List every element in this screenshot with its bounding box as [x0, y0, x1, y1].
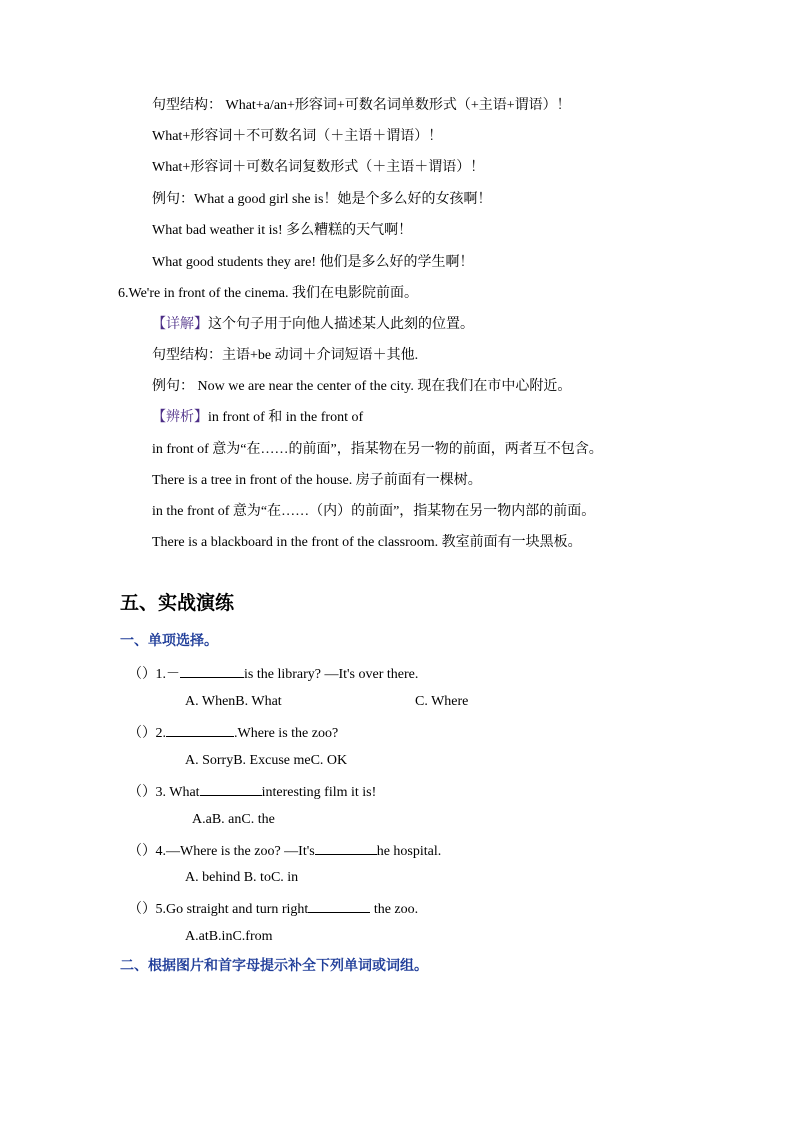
pattern-line-1: 句型结构： What+a/an+形容词+可数名词单数形式（+主语+谓语）！ [152, 98, 571, 113]
detail-line [152, 316, 474, 334]
inthefront-example: There is a blackboard in the front of the classroom. 教室前面有一块黑板。 [152, 535, 582, 550]
example-line-3: What good students they are! 他们是多么好的学生啊！ [152, 255, 474, 270]
infront-definition: in front of 意为“在……的前面”，指某物在另一物的前面，两者互不包含。 [152, 442, 603, 457]
question-5-post: the zoo. [370, 902, 419, 917]
question-1-pre: 1.－ [155, 667, 180, 682]
question-1-options-ab: A. WhenB. What [185, 694, 282, 709]
pattern-line-6: 句型结构：主语+be 动词＋介词短语＋其他. [152, 348, 419, 363]
part-2-title: 二、根据图片和首字母提示补全下列单词或词组。 [120, 958, 428, 974]
question-4-pre: 4.—Where is the zoo? —It's [155, 844, 315, 859]
question-3 [128, 781, 376, 802]
answer-blank[interactable] [180, 663, 244, 678]
question-1 [128, 663, 418, 684]
inthefront-definition: in the front of 意为“在……（内）的前面”，指某物在另一物内部的前面。 [152, 504, 596, 519]
answer-paren: （） [128, 785, 156, 800]
question-2-options: A. SorryB. Excuse meC. OK [185, 753, 348, 768]
answer-paren: （） [128, 844, 156, 859]
answer-blank[interactable] [308, 898, 370, 913]
analysis-tag: 【辨析】 [152, 410, 208, 425]
question-3-pre: 3. What [155, 785, 200, 800]
detail-text: 这个句子用于向他人描述某人此刻的位置。 [208, 317, 474, 332]
answer-paren: （） [128, 667, 156, 682]
question-2-post: .Where is the zoo? [234, 726, 339, 741]
answer-blank[interactable] [315, 840, 377, 855]
question-3-options: A.aB. anC. the [192, 812, 275, 827]
question-4-post: he hospital. [376, 844, 442, 859]
answer-blank[interactable] [200, 781, 262, 796]
question-4-options: A. behind B. toC. in [185, 870, 299, 885]
analysis-line [152, 409, 363, 427]
answer-paren: （） [128, 726, 156, 741]
question-5-pre: 5.Go straight and turn right [155, 902, 309, 917]
question-3-post: interesting film it is! [261, 785, 377, 800]
pattern-line-3: What+形容词＋可数名词复数形式（＋主语＋谓语）！ [152, 160, 485, 175]
question-2-pre: 2. [155, 726, 166, 741]
question-4 [128, 840, 441, 861]
answer-blank[interactable] [166, 722, 234, 737]
pattern-line-2: What+形容词＋不可数名词（＋主语＋谓语）！ [152, 129, 443, 144]
example-line-2: What bad weather it is! 多么糟糕的天气啊！ [152, 223, 413, 238]
question-5 [128, 898, 418, 919]
question-1-option-c: C. Where [415, 694, 469, 709]
item-6-heading: 6.We're in front of the cinema. 我们在电影院前面。 [118, 286, 418, 301]
example-line-6: 例句： Now we are near the center of the city. 现在我们在市中心附近。 [152, 379, 572, 394]
section-5-title: 五、实战演练 [120, 592, 235, 614]
detail-tag: 【详解】 [152, 317, 208, 332]
example-line-1: 例句：What a good girl she is！她是个多么好的女孩啊！ [152, 192, 492, 207]
question-5-options: A.atB.inC.from [185, 929, 273, 944]
question-2 [128, 722, 338, 743]
analysis-text: in front of 和 in the front of [208, 410, 364, 425]
answer-paren: （） [128, 902, 156, 917]
infront-example: There is a tree in front of the house. 房子前面有一棵树。 [152, 473, 482, 488]
question-1-post: is the library? —It's over there. [244, 667, 419, 682]
part-1-title: 一、单项选择。 [120, 633, 218, 649]
